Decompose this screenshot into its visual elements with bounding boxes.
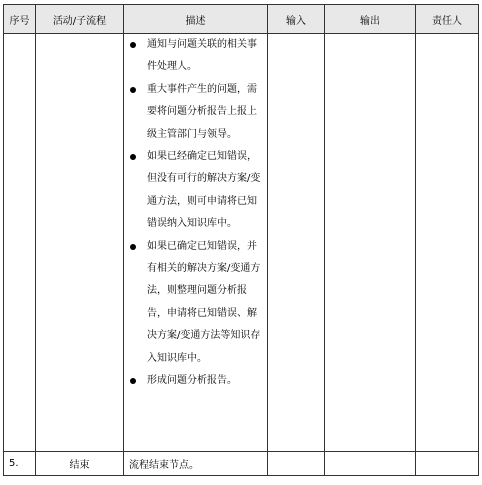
list-item xyxy=(124,370,267,392)
list-item xyxy=(124,146,267,236)
list-item xyxy=(124,79,267,146)
bullet-text: 重大事件产生的问题，需要将问题分析报告上报上级主管部门与领导。 xyxy=(147,83,257,140)
bullet-icon xyxy=(130,87,136,93)
number-cell xyxy=(4,34,36,452)
output-cell xyxy=(325,34,416,452)
bullet-text: 通知与问题关联的相关事件处理人。 xyxy=(147,39,257,73)
description-cell: 流程结束节点。 xyxy=(124,452,268,476)
bullet-icon xyxy=(130,154,136,160)
bullet-text: 如果已确定已知错误，并有相关的解决方案/变通方法，则整理问题分析报告，申请将已知错误、解决方案/变通方法等知识存入知识库中。 xyxy=(147,240,261,364)
table-row xyxy=(4,452,479,476)
input-cell xyxy=(268,452,325,476)
output-cell xyxy=(325,452,416,476)
process-table xyxy=(3,4,479,476)
bullet-icon xyxy=(130,42,136,48)
bullet-icon xyxy=(130,244,136,250)
number-cell: 5. xyxy=(4,452,36,476)
description-cell xyxy=(124,34,268,452)
table-row xyxy=(4,34,479,452)
activity-cell xyxy=(36,34,124,452)
list-item xyxy=(124,236,267,370)
header-owner: 责任人 xyxy=(416,5,479,34)
header-description: 描述 xyxy=(124,5,268,34)
header-output: 输出 xyxy=(325,5,416,34)
input-cell xyxy=(268,34,325,452)
list-item xyxy=(124,34,267,79)
owner-cell xyxy=(416,452,479,476)
header-input: 输入 xyxy=(268,5,325,34)
activity-cell: 结束 xyxy=(36,452,124,476)
header-activity: 活动/子流程 xyxy=(36,5,124,34)
bullet-text: 如果已经确定已知错误，但没有可行的解决方案/变通方法，则可申请将已知错误纳入知识库中。 xyxy=(147,151,261,230)
header-number: 序号 xyxy=(4,5,36,34)
owner-cell xyxy=(416,34,479,452)
description-bullet-list xyxy=(124,34,267,393)
bullet-text: 形成问题分析报告。 xyxy=(147,375,237,387)
bullet-icon xyxy=(130,378,136,384)
table-header-row xyxy=(4,5,479,34)
